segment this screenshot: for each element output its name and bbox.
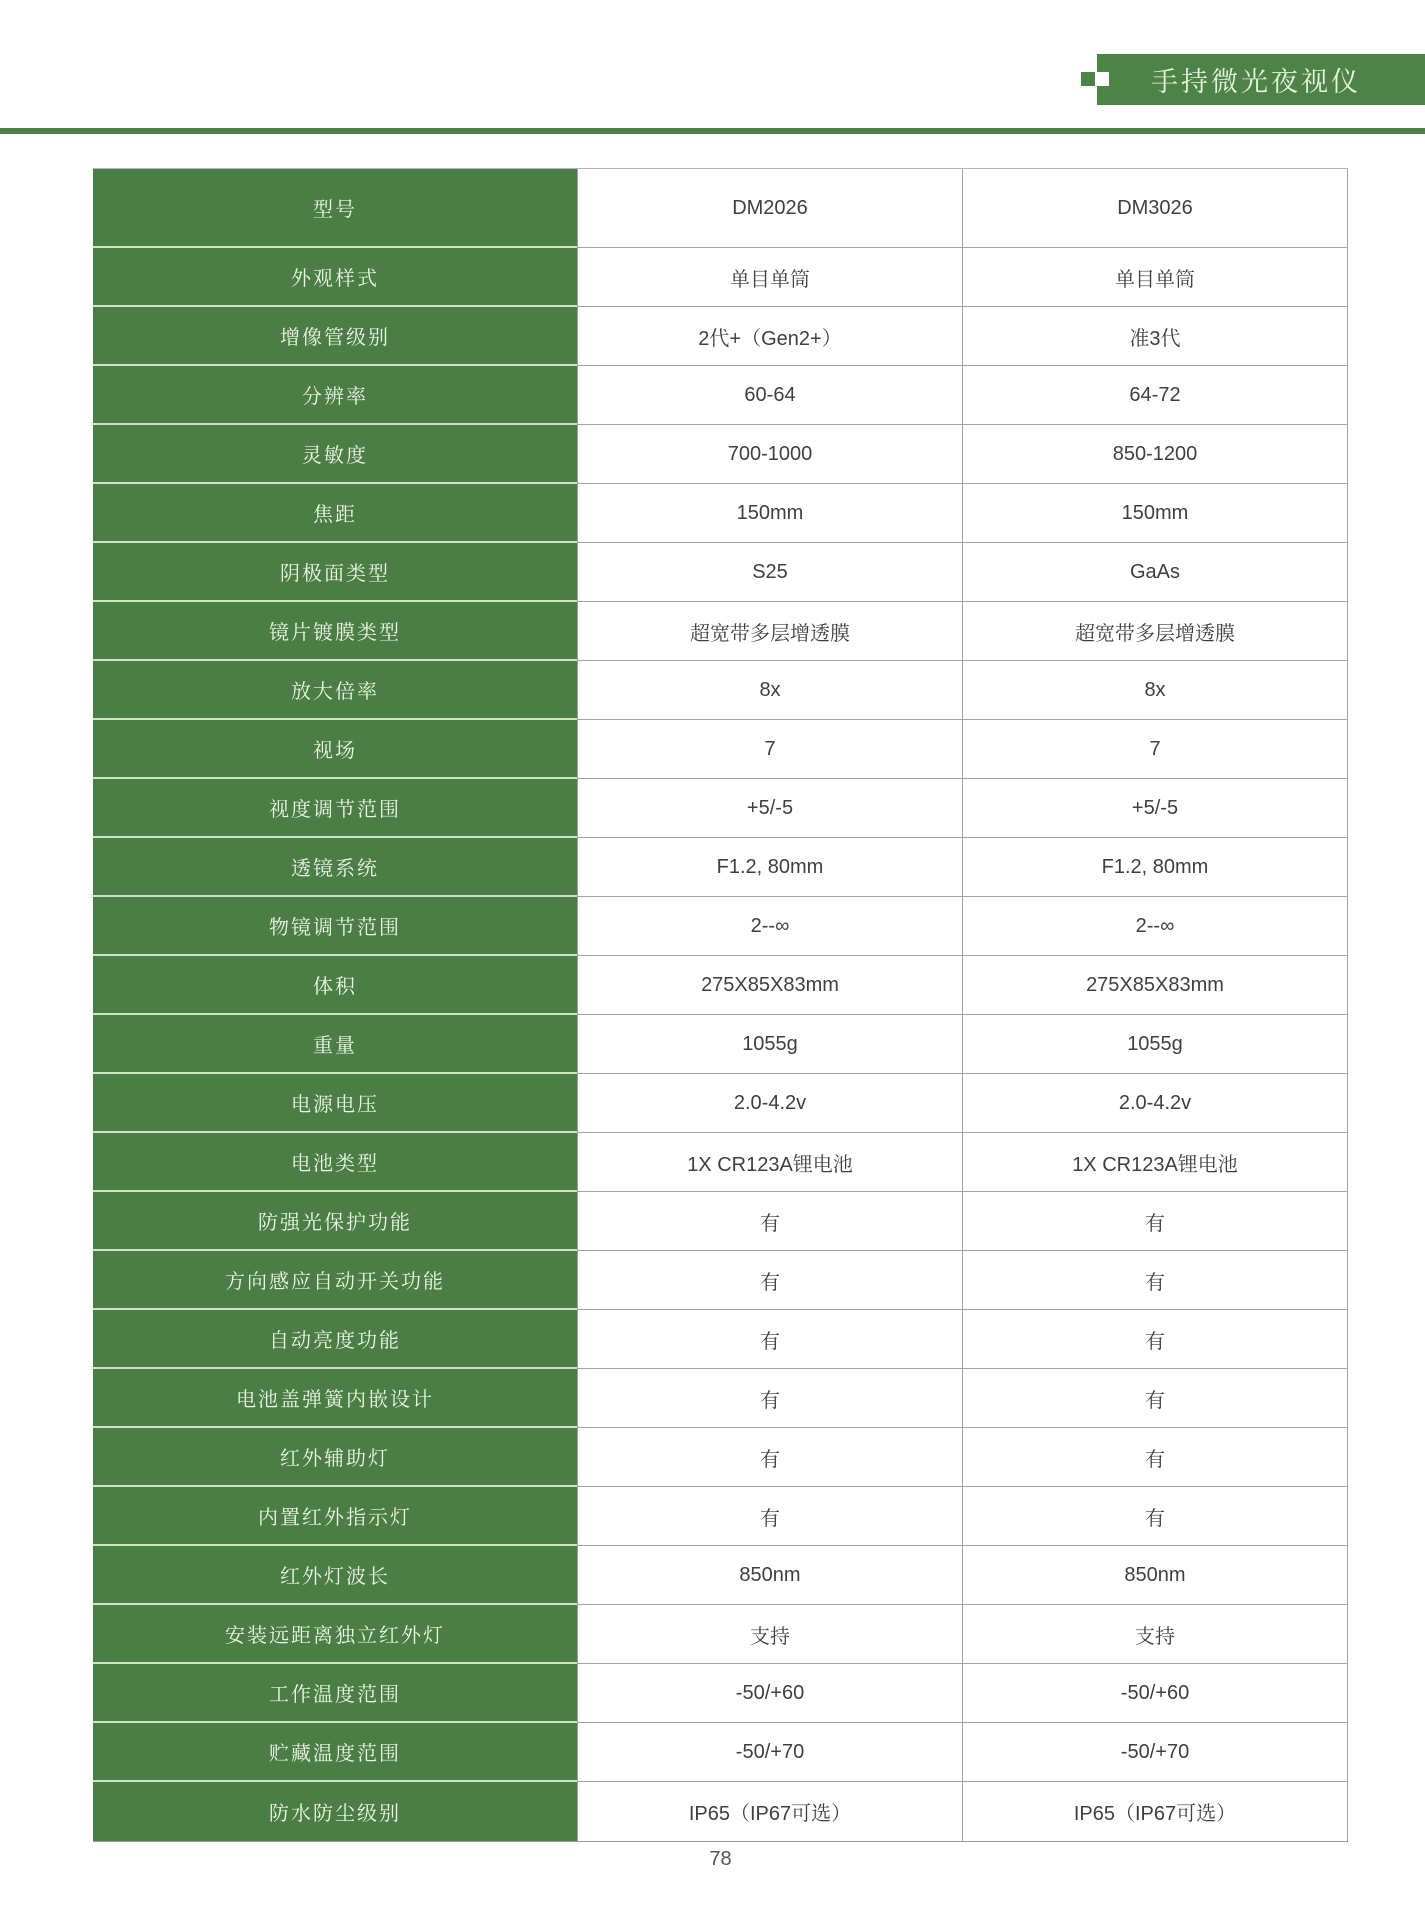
value-dm2026: +5/-5 — [577, 779, 963, 838]
value-dm3026: 850nm — [963, 1546, 1348, 1605]
row-label: 镜片镀膜类型 — [93, 602, 577, 661]
row-label: 电池类型 — [93, 1133, 577, 1192]
table-row — [93, 1487, 1348, 1546]
value-dm2026: 2--∞ — [577, 897, 963, 956]
value-dm2026: 有 — [577, 1192, 963, 1251]
table-row — [93, 1664, 1348, 1723]
value-dm2026: -50/+60 — [577, 1664, 963, 1723]
value-dm2026: 1X CR123A锂电池 — [577, 1133, 963, 1192]
value-dm2026: 850nm — [577, 1546, 963, 1605]
table-row — [93, 1723, 1348, 1782]
value-dm3026: +5/-5 — [963, 779, 1348, 838]
row-label: 电池盖弹簧内嵌设计 — [93, 1369, 577, 1428]
value-dm2026: 2代+（Gen2+） — [577, 307, 963, 366]
spec-table — [93, 168, 1348, 1842]
table-row — [93, 169, 1348, 248]
value-dm3026: 有 — [963, 1428, 1348, 1487]
row-label: 重量 — [93, 1015, 577, 1074]
table-row — [93, 1369, 1348, 1428]
table-row — [93, 779, 1348, 838]
table-row — [93, 1192, 1348, 1251]
row-label: 外观样式 — [93, 248, 577, 307]
row-label: 红外辅助灯 — [93, 1428, 577, 1487]
value-dm2026: 1055g — [577, 1015, 963, 1074]
value-dm2026: 2.0-4.2v — [577, 1074, 963, 1133]
row-label: 物镜调节范围 — [93, 897, 577, 956]
row-label: 透镜系统 — [93, 838, 577, 897]
section-title: 手持微光夜视仪 — [1151, 67, 1361, 97]
value-dm2026: 支持 — [577, 1605, 963, 1664]
row-label: 贮藏温度范围 — [93, 1723, 577, 1782]
value-dm3026: 275X85X83mm — [963, 956, 1348, 1015]
value-dm3026: 150mm — [963, 484, 1348, 543]
table-row — [93, 661, 1348, 720]
table-row — [93, 1015, 1348, 1074]
value-dm2026: 275X85X83mm — [577, 956, 963, 1015]
value-dm3026: 支持 — [963, 1605, 1348, 1664]
bullet-square-white-icon — [1095, 72, 1109, 86]
table-row — [93, 543, 1348, 602]
section-banner — [1097, 54, 1425, 105]
value-dm3026: 有 — [963, 1369, 1348, 1428]
value-dm3026: 1X CR123A锂电池 — [963, 1133, 1348, 1192]
row-label: 视场 — [93, 720, 577, 779]
table-row — [93, 720, 1348, 779]
value-dm2026: 7 — [577, 720, 963, 779]
table-row — [93, 897, 1348, 956]
value-dm2026: 700-1000 — [577, 425, 963, 484]
table-row — [93, 956, 1348, 1015]
value-dm2026: 8x — [577, 661, 963, 720]
value-dm3026: IP65（IP67可选） — [963, 1782, 1348, 1841]
table-row — [93, 248, 1348, 307]
value-dm3026: F1.2, 80mm — [963, 838, 1348, 897]
value-dm3026: -50/+60 — [963, 1664, 1348, 1723]
value-dm2026: 60-64 — [577, 366, 963, 425]
table-row — [93, 1310, 1348, 1369]
table-row — [93, 1546, 1348, 1605]
row-label: 防水防尘级别 — [93, 1782, 577, 1841]
table-row — [93, 307, 1348, 366]
value-dm2026: F1.2, 80mm — [577, 838, 963, 897]
value-dm3026: 准3代 — [963, 307, 1348, 366]
row-label: 体积 — [93, 956, 577, 1015]
row-label: 视度调节范围 — [93, 779, 577, 838]
table-row — [93, 1782, 1348, 1841]
value-dm2026: IP65（IP67可选） — [577, 1782, 963, 1841]
bullet-square-green-icon — [1081, 72, 1095, 86]
row-label: 灵敏度 — [93, 425, 577, 484]
value-dm2026: 有 — [577, 1310, 963, 1369]
table-row — [93, 1074, 1348, 1133]
value-dm2026: 150mm — [577, 484, 963, 543]
table-row — [93, 1251, 1348, 1310]
value-dm2026: 有 — [577, 1369, 963, 1428]
table-row — [93, 425, 1348, 484]
row-label: 内置红外指示灯 — [93, 1487, 577, 1546]
table-row — [93, 602, 1348, 661]
row-label: 增像管级别 — [93, 307, 577, 366]
value-dm3026: 有 — [963, 1310, 1348, 1369]
row-label: 红外灯波长 — [93, 1546, 577, 1605]
table-row — [93, 1428, 1348, 1487]
row-label: 电源电压 — [93, 1074, 577, 1133]
value-dm3026: 有 — [963, 1192, 1348, 1251]
row-label: 安装远距离独立红外灯 — [93, 1605, 577, 1664]
table-row — [93, 1605, 1348, 1664]
value-dm3026: 8x — [963, 661, 1348, 720]
value-dm3026: 有 — [963, 1251, 1348, 1310]
value-dm3026: 64-72 — [963, 366, 1348, 425]
row-label: 自动亮度功能 — [93, 1310, 577, 1369]
value-dm2026: DM2026 — [577, 169, 963, 248]
row-label: 阴极面类型 — [93, 543, 577, 602]
value-dm2026: 有 — [577, 1487, 963, 1546]
row-label: 防强光保护功能 — [93, 1192, 577, 1251]
value-dm2026: 有 — [577, 1251, 963, 1310]
value-dm2026: 单目单筒 — [577, 248, 963, 307]
table-row — [93, 366, 1348, 425]
page-number: 78 — [709, 1848, 732, 1870]
value-dm3026: 有 — [963, 1487, 1348, 1546]
row-label: 工作温度范围 — [93, 1664, 577, 1723]
value-dm3026: DM3026 — [963, 169, 1348, 248]
value-dm3026: 2.0-4.2v — [963, 1074, 1348, 1133]
value-dm3026: 超宽带多层增透膜 — [963, 602, 1348, 661]
row-label: 放大倍率 — [93, 661, 577, 720]
value-dm3026: 单目单筒 — [963, 248, 1348, 307]
table-row — [93, 1133, 1348, 1192]
table-row — [93, 838, 1348, 897]
value-dm3026: -50/+70 — [963, 1723, 1348, 1782]
value-dm3026: 850-1200 — [963, 425, 1348, 484]
row-label: 分辨率 — [93, 366, 577, 425]
row-label: 型号 — [93, 169, 577, 248]
row-label: 方向感应自动开关功能 — [93, 1251, 577, 1310]
header-rule — [0, 128, 1425, 134]
value-dm3026: 7 — [963, 720, 1348, 779]
value-dm2026: S25 — [577, 543, 963, 602]
value-dm3026: 1055g — [963, 1015, 1348, 1074]
table-row — [93, 484, 1348, 543]
value-dm2026: -50/+70 — [577, 1723, 963, 1782]
row-label: 焦距 — [93, 484, 577, 543]
value-dm3026: GaAs — [963, 543, 1348, 602]
value-dm2026: 有 — [577, 1428, 963, 1487]
value-dm3026: 2--∞ — [963, 897, 1348, 956]
value-dm2026: 超宽带多层增透膜 — [577, 602, 963, 661]
